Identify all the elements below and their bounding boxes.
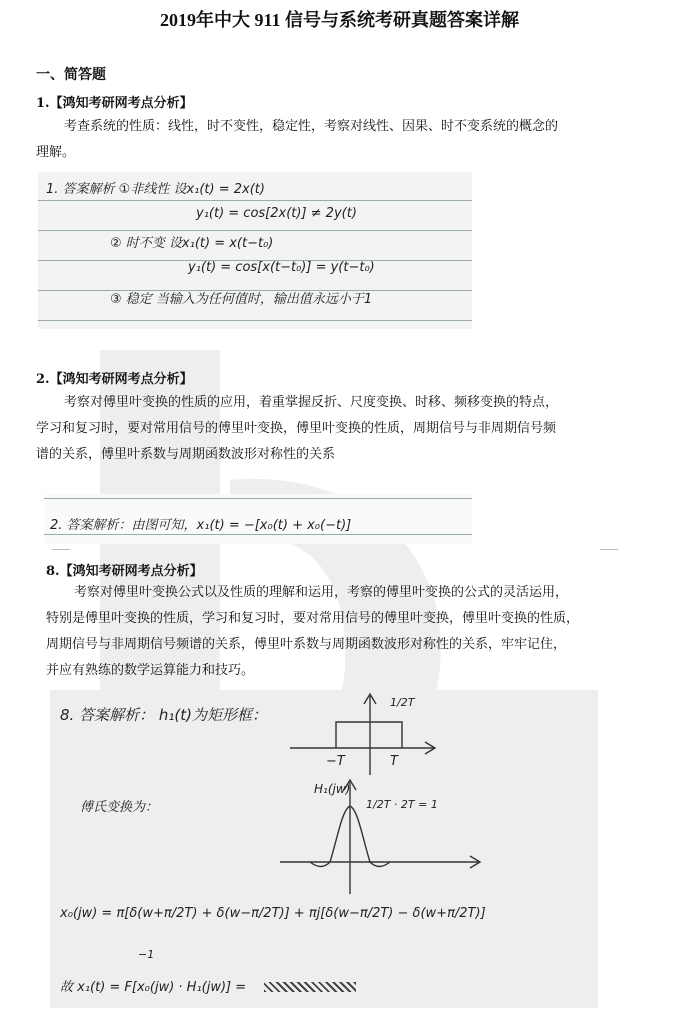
question-1-heading [36,92,193,111]
analysis-line: 考察对傅里叶变换的性质的应用，着重掌握反折、尺度变换、时移、频移变换的特点， [64,395,559,410]
question-8-heading [46,560,203,579]
question-8-answer-image [50,690,598,1008]
sinc-amplitude-label: 1/2T · 2T = 1 [366,798,438,811]
section-heading: 一、简答题 [36,67,106,83]
pulse-right-label: T [390,754,398,769]
answer-line: 1. 答案解析 ①非线性 设x₁(t) = 2x(t) [46,182,265,197]
answer-line: y₁(t) = cos[x(t−t₀)] = y(t−t₀) [188,260,375,275]
analysis-line: 并应有熟练的数学运算能力和技巧。 [46,663,255,678]
question-2-answer-image [44,494,472,544]
question-1-analysis [36,114,636,166]
answer-line: 故 x₁(t) = F[x₀(jw) · H₁(jw)] = [60,980,247,995]
answer-line: 2. 答案解析：由图可知，x₁(t) = −[x₀(t) + x₀(−t)] [50,518,352,533]
inverse-marker: −1 [138,948,155,961]
answer-line: ③ 稳定 当输入为任何值时，输出值永远小于1 [110,292,373,307]
answer-line: y₁(t) = cos[2x(t)] ≠ 2y(t) [196,206,357,221]
answer-line: 傅氏变换为： [80,800,159,815]
analysis-line: 考察对傅里叶变换公式以及性质的理解和运用，考察的傅里叶变换的公式的灵活运用， [74,585,569,600]
page-corner-mark [52,549,70,550]
question-heading-text: 【鸿知考研网考点分析】 [49,96,193,111]
analysis-line: 学习和复习时，要对常用信号的傅里叶变换，傅里叶变换的性质，周期信号与非周期信号频 [36,421,557,436]
question-1-answer-image [38,172,472,329]
analysis-line: 周期信号与非周期信号频谱的关系，傅里叶系数与周期函数波形对称性的关系，牢牢记住， [46,637,567,652]
question-number: 2. [36,372,50,387]
page-title: 2019年中大 911 信号与系统考研真题答案详解 [159,10,519,30]
question-number: 8. [46,564,60,579]
question-heading-text: 【鸿知考研网考点分析】 [49,372,193,387]
sinc-sketch [280,776,500,896]
question-8-analysis [46,580,656,684]
sinc-label: H₁(jw) [314,782,351,796]
pulse-height-label: 1/2T [390,696,415,709]
scribble-mark [264,982,356,992]
question-2-heading [36,368,193,387]
question-2-analysis [36,390,646,468]
analysis-line: 谱的关系，傅里叶系数与周期函数波形对称性的关系 [36,447,336,462]
page-corner-mark [600,549,618,550]
analysis-line: 考查系统的性质：线性，时不变性，稳定性，考察对线性、因果、时不变系统的概念的 [64,119,559,134]
answer-line: 8. 答案解析： h₁(t)为矩形框： [60,706,267,724]
analysis-line: 理解。 [36,145,76,160]
analysis-line: 特别是傅里叶变换的性质，学习和复习时，要对常用信号的傅里叶变换，傅里叶变换的性质， [46,611,580,626]
question-number: 1. [36,96,50,111]
answer-line: ② 时不变 设x₁(t) = x(t−t₀) [110,236,274,251]
pulse-left-label: −T [326,754,345,769]
answer-line: x₀(jw) = π[δ(w+π/2T) + δ(w−π/2T)] + πj[δ(w−π/2T) − δ(w+π/2T)] [60,906,486,921]
question-heading-text: 【鸿知考研网考点分析】 [59,564,203,579]
